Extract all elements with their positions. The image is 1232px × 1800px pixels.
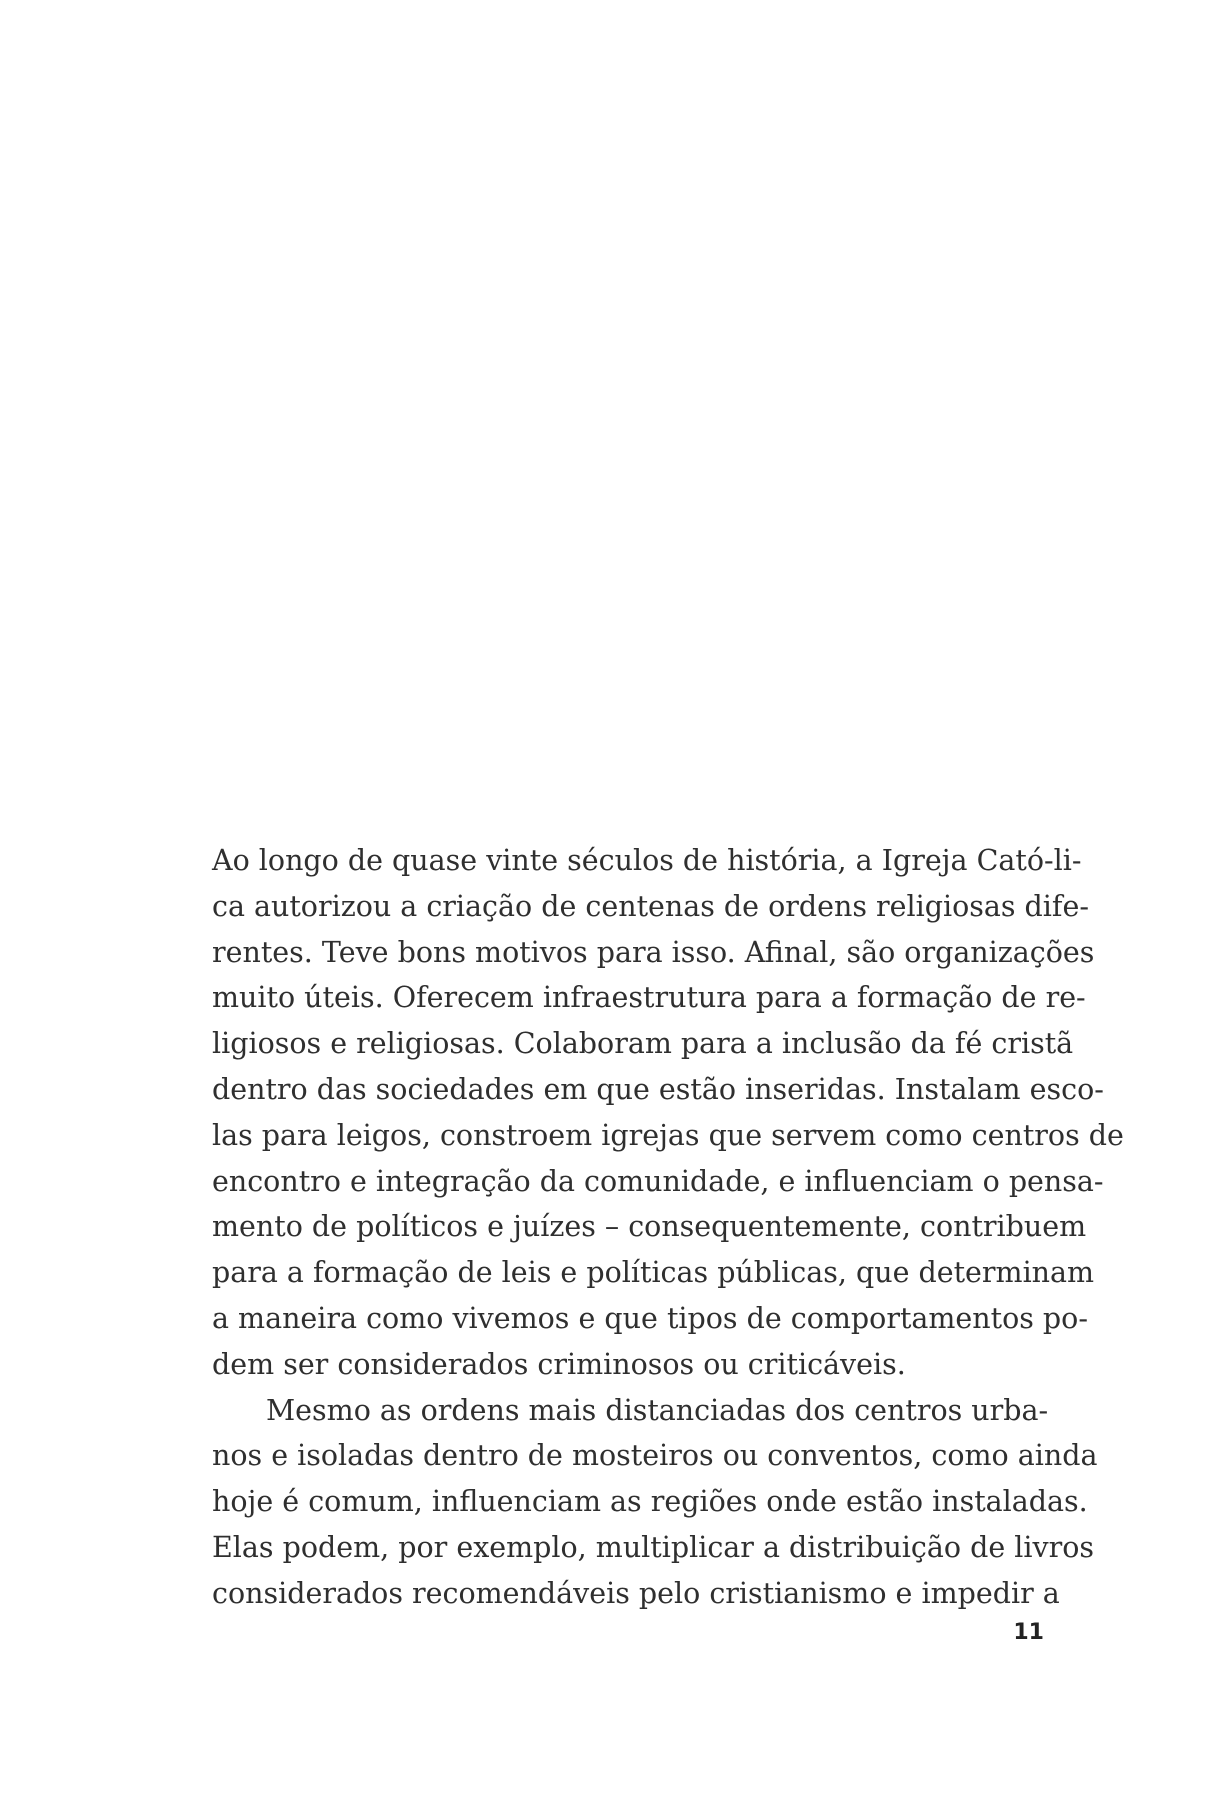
text-line: a maneira como vivemos e que tipos de comportamentos po-	[212, 1301, 1088, 1335]
text-line: dentro das sociedades em que estão inseridas. Instalam esco-	[212, 1072, 1104, 1106]
text-line: Ao longo de quase vinte séculos de história, a Igreja Cató-li-	[212, 844, 1082, 877]
text-line: considerados recomendáveis pelo cristianismo e impedir a	[212, 1576, 1060, 1610]
paragraph-1	[212, 838, 1124, 1388]
text-line: hoje é comum, influenciam as regiões onde estão instaladas.	[212, 1485, 1088, 1519]
text-line: las para leigos, constroem igrejas que servem como centros de	[212, 1118, 1124, 1152]
text-line: ligiosos e religiosas. Colaboram para a inclusão da fé cristã	[212, 1027, 1074, 1061]
text-line: nos e isoladas dentro de mosteiros ou conventos, como ainda	[212, 1439, 1098, 1473]
text-line: Elas podem, por exemplo, multiplicar a distribuição de livros	[212, 1530, 1094, 1564]
text-line: ca autorizou a criação de centenas de ordens religiosas dife-	[212, 889, 1089, 923]
text-line: Mesmo as ordens mais distanciadas dos centros urba-	[266, 1393, 1049, 1427]
text-line: rentes. Teve bons motivos para isso. Afinal, são organizações	[212, 935, 1095, 969]
text-line: mento de políticos e juízes – consequentemente, contribuem	[212, 1210, 1087, 1244]
page-number: 11	[1013, 1620, 1044, 1645]
body-text	[212, 838, 1124, 1617]
text-line: para a formação de leis e políticas públicas, que determinam	[212, 1256, 1095, 1290]
paragraph-2	[212, 1388, 1098, 1617]
text-line: muito úteis. Oferecem infraestrutura para a formação de re-	[212, 981, 1086, 1015]
text-line: dem ser considerados criminosos ou criticáveis.	[212, 1347, 906, 1381]
text-line: encontro e integração da comunidade, e influenciam o pensa-	[212, 1164, 1104, 1198]
